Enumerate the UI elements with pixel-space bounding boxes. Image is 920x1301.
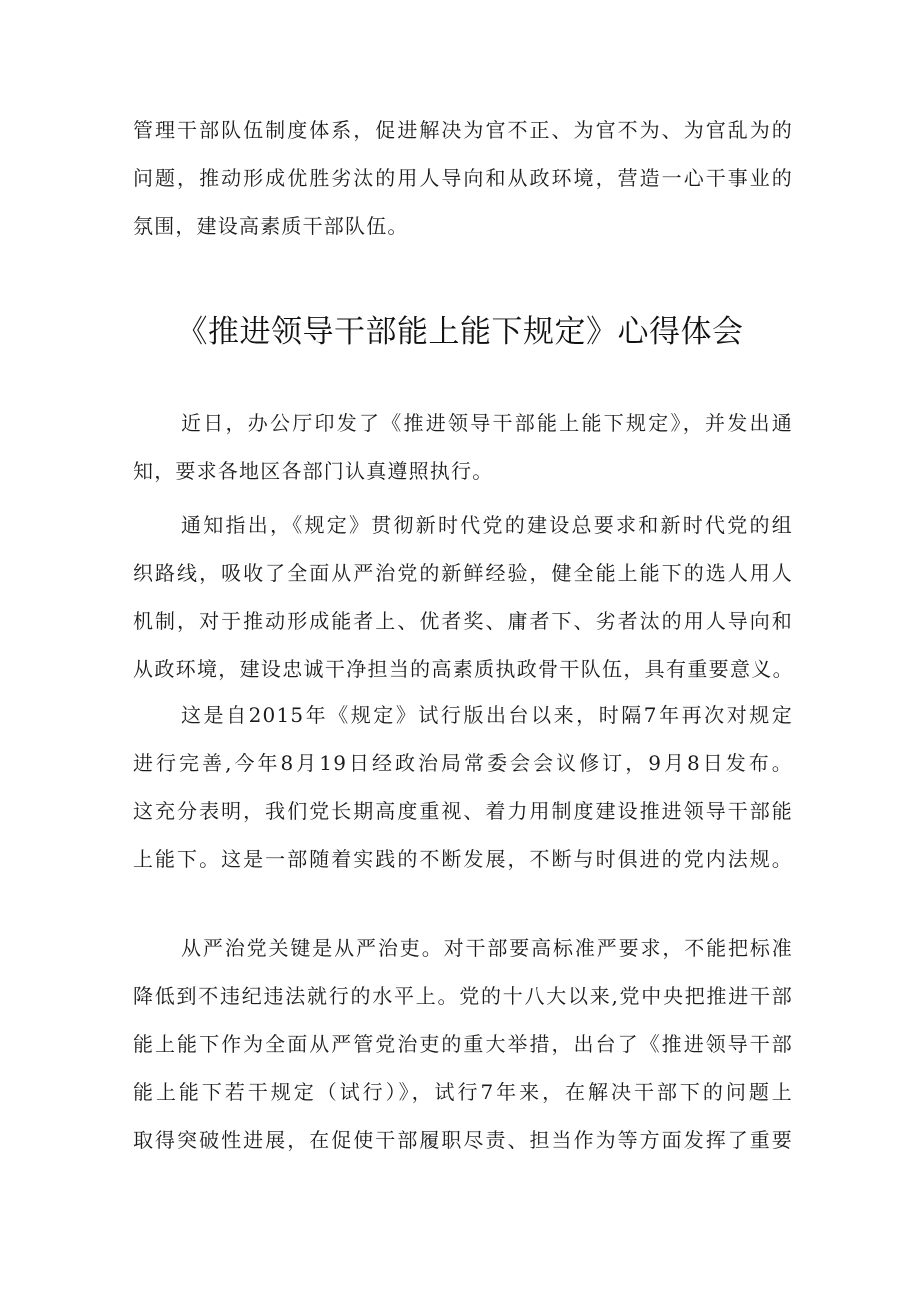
text-line: 取得突破性进展，在促使干部履职尽责、担当作为等方面发挥了重要: [133, 1128, 793, 1152]
text-line: 通知指出，《规定》贯彻新时代党的建设总要求和新时代党的组: [181, 513, 793, 537]
paragraph-1: [133, 413, 793, 481]
text-line: 能上能下作为全面从严管党治吏的重大举措，出台了《推进领导干部: [133, 1032, 793, 1056]
text-line: 这充分表明，我们党长期高度重视、着力用制度建设推进领导干部能: [133, 799, 793, 823]
text-line: 进行完善,今年8月19日经政治局常委会会议修订，9月8日发布。: [133, 751, 793, 775]
text-line: 管理干部队伍制度体系，促进解决为官不正、为官不为、为官乱为的: [133, 118, 793, 142]
paragraph-4: [133, 938, 793, 1150]
paragraph-2: [133, 515, 793, 679]
text-line: 知，要求各地区各部门认真遵照执行。: [133, 459, 494, 483]
text-line: 机制，对于推动形成能者上、优者奖、庸者下、劣者汰的用人导向和: [133, 609, 793, 633]
document-title: 《推进领导干部能上能下规定》心得体会: [176, 314, 744, 350]
text-line: 从严治党关键是从严治吏。对干部要高标准严要求，不能把标准: [181, 936, 793, 960]
intro-paragraph: [133, 120, 793, 236]
text-line: 织路线，吸收了全面从严治党的新鲜经验，健全能上能下的选人用人: [133, 561, 793, 585]
text-line: 这是自2015年《规定》试行版出台以来，时隔7年再次对规定: [181, 703, 793, 727]
text-line: 能上能下若干规定（试行）》，试行7年来，在解决干部下的问题上: [133, 1080, 793, 1104]
text-line: 上能下。这是一部随着实践的不断发展，不断与时俱进的党内法规。: [133, 847, 793, 871]
text-line: 近日，办公厅印发了《推进领导干部能上能下规定》，并发出通: [181, 411, 793, 435]
text-line: 从政环境，建设忠诚干净担当的高素质执政骨干队伍，具有重要意义。: [133, 657, 793, 681]
text-line: 问题，推动形成优胜劣汰的用人导向和从政环境，营造一心干事业的: [133, 166, 793, 190]
paragraph-3: [133, 705, 793, 869]
text-line: 氛围，建设高素质干部队伍。: [133, 214, 409, 238]
text-line: 降低到不违纪违法就行的水平上。党的十八大以来,党中央把推进干部: [133, 984, 793, 1008]
